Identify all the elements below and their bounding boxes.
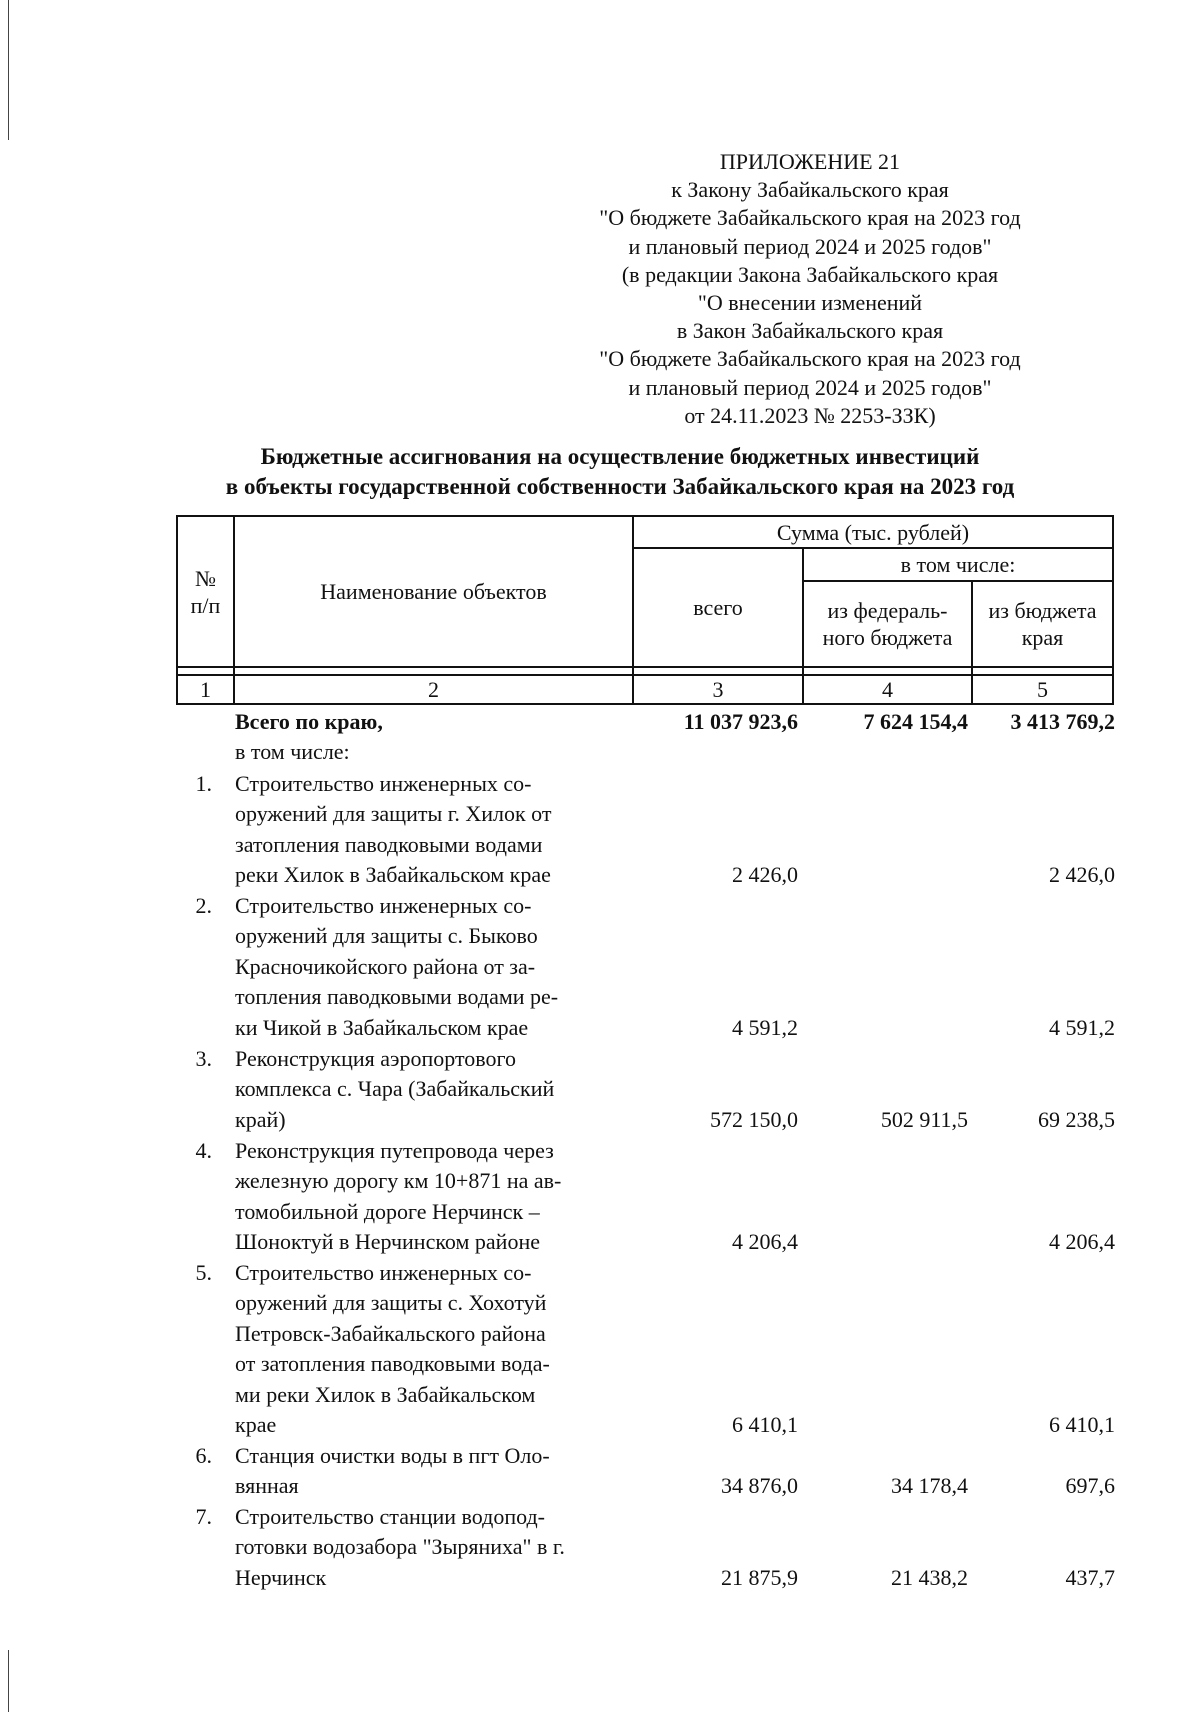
row-name-line: оружений для защиты г. Хилок от [235,801,552,827]
row-name-line: от затопления паводковыми вода- [235,1351,550,1377]
scan-edge-mark [8,1650,9,1712]
row-name-line: Станция очистки воды в пгт Оло- [235,1443,550,1468]
row-regional: 437,7 [1065,1565,1115,1590]
col-number [235,676,632,703]
row-name-line: затопления паводковыми водами [235,831,543,857]
row-name-line: Реконструкция аэропортового [235,1046,516,1071]
document-title [140,442,1100,502]
row-name-line: Нерчинск [235,1564,327,1590]
row-regional: 4 591,2 [1049,1015,1115,1040]
title-line-1: Бюджетные ассигнования на осуществление бюджетных инвестиций [260,444,980,469]
row-name-line: крае [235,1412,277,1438]
appendix-line: "О внесении изменений [697,290,923,316]
header-num [178,517,233,666]
appendix-line: и плановый период 2024 и 2025 годов" [628,374,992,400]
row-regional: 6 410,1 [1049,1412,1115,1437]
row-total: 21 875,9 [721,1565,798,1590]
row-number: 6. [195,1443,212,1468]
header-name-text: Наименование объектов [320,579,547,604]
appendix-line: ПРИЛОЖЕНИЕ 21 [719,149,901,174]
row-name [235,1502,633,1593]
appendix-line: к Закону Забайкальского края [671,177,949,203]
row-name-line: томобильной дороге Нерчинск – [235,1198,540,1224]
appendix-heading [560,148,1060,430]
header-line [176,703,1114,705]
row-regional: 4 206,4 [1049,1229,1115,1254]
row-name-line: железную дорогу км 10+871 на ав- [235,1168,562,1194]
totals-total: 11 037 923,6 [683,709,798,734]
row-name-line: Строительство инженерных со- [235,771,532,796]
totals-including: в том числе: [235,739,350,764]
row-name-line: Строительство станции водопод- [235,1504,546,1529]
row-total: 34 876,0 [721,1473,798,1498]
row-number: 7. [195,1504,212,1529]
row-name [235,1136,633,1258]
header-line [1112,515,1114,705]
row-name-line: топления паводковыми водами ре- [235,984,559,1010]
header-regional-line: из бюджета [988,598,1097,623]
row-regional: 69 238,5 [1038,1107,1115,1132]
header-regional [973,582,1112,666]
col-number-text: 4 [882,677,893,702]
row-name-line: Шоноктуй в Нерчинском районе [235,1229,540,1255]
header-federal-line: из федераль- [827,598,948,623]
col-number-text: 2 [428,677,439,702]
col-number [973,676,1112,703]
header-federal [804,582,971,666]
row-name-line: Строительство инженерных со- [235,893,532,918]
header-sum-text: Сумма (тыс. рублей) [776,519,970,545]
row-name-line: вянная [235,1473,299,1499]
row-total: 572 150,0 [710,1107,798,1132]
row-total: 2 426,0 [732,862,798,887]
row-name-line: оружений для защиты с. Быково [235,923,538,949]
row-name [235,891,633,1043]
row-name-line: ки Чикой в Забайкальском крае [235,1014,529,1040]
row-number: 5. [195,1260,212,1285]
row-name [235,1258,633,1440]
row-name-line: готовки водозабора "Зыряниха" в г. [235,1534,565,1560]
row-number: 2. [195,893,212,918]
totals-regional: 3 413 769,2 [1010,709,1115,734]
col-number [178,676,233,703]
row-name-line: ми реки Хилок в Забайкальском [235,1381,536,1407]
header-regional-line: края [1021,625,1064,650]
row-federal: 502 911,5 [880,1107,968,1132]
row-number: 4. [195,1138,212,1163]
appendix-line: "О бюджете Забайкальского края на 2023 год [599,346,1021,372]
appendix-line: и плановый период 2024 и 2025 годов" [628,233,992,259]
header-including-text: в том числе: [900,552,1016,577]
appendix-line: (в редакции Закона Забайкальского края [621,261,999,287]
header-federal-line: ного бюджета [822,625,953,650]
row-total: 4 591,2 [732,1015,798,1040]
scan-edge-mark [8,0,9,140]
row-federal: 21 438,2 [891,1565,968,1590]
title-line-2: в объекты государственной собственности Забайкальского края на 2023 год [225,474,1015,499]
header-line [176,666,1114,668]
header-total [634,549,802,666]
row-number: 1. [195,771,212,796]
row-name-line: комплекса с. Чара (Забайкальский [235,1076,555,1102]
col-number [804,676,971,703]
header-including [804,549,1112,580]
row-number: 3. [195,1046,212,1071]
header-total-text: всего [693,595,743,620]
row-federal: 34 178,4 [891,1473,968,1498]
header-num-line: п/п [190,592,221,618]
row-name-line: Реконструкция путепровода через [235,1138,554,1163]
row-name-line: оружений для защиты с. Хохотуй [235,1290,547,1316]
row-name-line: край) [235,1106,286,1132]
row-total: 6 410,1 [732,1412,798,1437]
row-regional: 2 426,0 [1049,862,1115,887]
header-num-line: № [194,565,216,591]
appendix-line: "О бюджете Забайкальского края на 2023 год [599,205,1021,231]
appendix-line: в Закон Забайкальского края [676,318,944,344]
col-number [634,676,802,703]
row-name [235,1441,633,1502]
row-name-line: Петровск-Забайкальского района [235,1320,546,1346]
row-name-line: Красночикойского района от за- [235,953,536,979]
row-name-line: реки Хилок в Забайкальском крае [235,862,551,888]
col-number-text: 3 [712,677,724,702]
totals-label: Всего по краю, [235,709,383,734]
row-name [235,769,633,891]
col-number-text: 5 [1037,677,1048,702]
totals-federal: 7 624 154,4 [863,709,968,734]
header-name [235,517,632,666]
header-sum [634,517,1112,547]
row-name [235,1044,633,1135]
appendix-line: от 24.11.2023 № 2253-ЗЗК) [684,402,936,428]
row-name-line: Строительство инженерных со- [235,1260,532,1285]
col-number-text: 1 [200,677,211,702]
row-regional: 697,6 [1065,1473,1115,1498]
row-total: 4 206,4 [732,1229,798,1254]
